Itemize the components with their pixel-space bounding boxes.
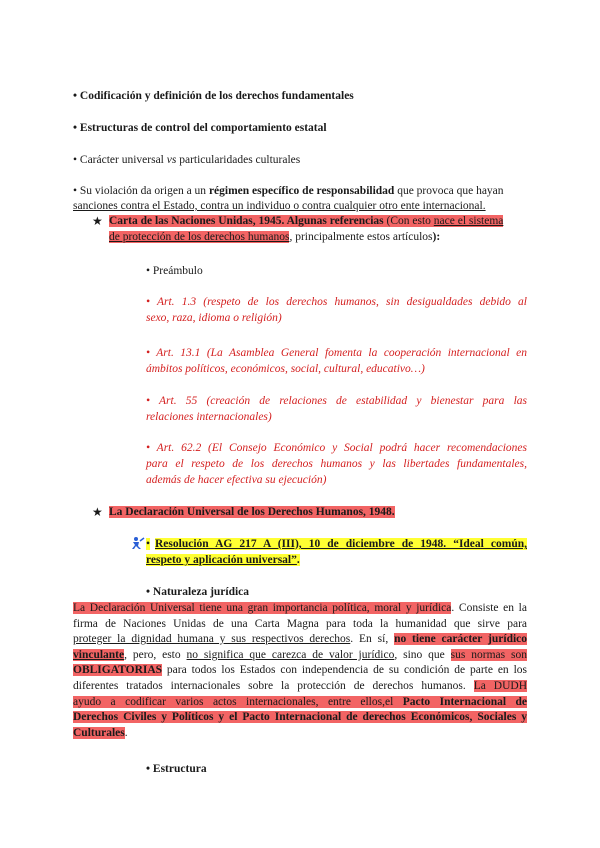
art-13-1-line-1: • Art. 13.1 (La Asamblea General fomenta la cooperación internacional en: [146, 347, 527, 359]
bullet-text-em: vs: [166, 154, 177, 166]
paragraph-segment: La DUDH: [473, 680, 527, 692]
paragraph-line: [73, 663, 527, 678]
paragraph-segment: sus normas son: [450, 648, 527, 661]
paragraph-line: [73, 601, 527, 616]
violation-bold: régimen específico de responsabilidad: [208, 185, 395, 197]
paragraph-segment: Pacto Internacional de: [402, 695, 527, 708]
star-icon: ★: [92, 214, 103, 228]
paragraph-segment: OBLIGATORIAS: [73, 664, 163, 677]
art-55-line-1: • Art. 55 (creación de relaciones de estabilidad y bienestar para las: [146, 395, 527, 407]
paragraph-segment: proteger la dignidad humana y sus respectivos derechos: [73, 633, 351, 646]
paragraph-segment: Culturales: [73, 726, 125, 739]
paragraph-segment: . Consiste en la: [451, 602, 527, 614]
bullet-mark: •: [146, 538, 151, 550]
art-1-3-line-1: • Art. 1.3 (respeto de los derechos humanos, sin desigualdades debido al: [146, 296, 527, 308]
carta-note-end: ):: [432, 231, 441, 243]
bullet-mark: •: [146, 763, 151, 775]
bullet-mark: •: [73, 90, 78, 102]
art-13-1-line-2: ámbitos políticos, económicos, social, cultural, educativo…): [146, 363, 425, 375]
violation-text: que provoca que hayan: [394, 185, 504, 197]
violation-text: • Su violación da origen a un: [73, 185, 209, 197]
paragraph-line: [73, 617, 527, 632]
paragraph-segment: no significa que carezca de valor jurídico: [186, 648, 395, 661]
paragraph-segment: Derechos Civiles y Políticos y el Pacto Internacional de derechos Económicos, Sociales y: [73, 711, 527, 724]
carta-note: (Con esto: [383, 215, 434, 227]
art-62-2-line-1: • Art. 62.2 (El Consejo Económico y Social podrá hacer recomendaciones: [146, 442, 527, 454]
star-icon: ★: [92, 505, 103, 519]
bullet-text: Carácter universal: [79, 154, 167, 166]
paragraph-segment: para todos los Estados con independencia de su condición de parte en los: [162, 664, 527, 677]
paragraph-line: [73, 632, 527, 647]
resolucion-text: respeto y aplicación universal”: [146, 554, 297, 566]
paragraph-segment: . En sí,: [350, 633, 395, 646]
carta-note-underlined: de protección de los derechos humanos: [109, 231, 290, 243]
paragraph-line: [73, 648, 527, 663]
paragraph-segment: , sino que: [394, 648, 451, 661]
bullet-text: Estructuras de control del comportamiento estatal: [79, 122, 327, 134]
declaracion-title: La Declaración Universal de los Derechos Humanos, 1948.: [109, 506, 395, 518]
paragraph-segment: no tiene carácter jurídico: [394, 633, 528, 646]
paragraph-segment: firma de Naciones Unidas de una Carta Magna para toda la humanidad que sirve para: [73, 617, 527, 630]
bullet-mark: •: [73, 154, 78, 166]
bullet-text: particularidades culturales: [176, 154, 301, 166]
resolucion-end: .: [296, 554, 300, 566]
bullet-mark: •: [146, 586, 151, 598]
bullet-text: Codificación y definición de los derechos fundamentales: [79, 90, 354, 102]
carta-note: , principalmente estos artículos: [289, 231, 433, 243]
resolucion-text-1: [155, 537, 527, 552]
art-1-3-line-2: sexo, raza, idioma o religión): [146, 312, 282, 324]
person-icon: [131, 536, 145, 550]
art-55-line-2: relaciones internacionales): [146, 411, 272, 423]
carta-note-underlined: nace el sistema: [433, 215, 504, 227]
art-62-2-line-2: para el respeto de los derechos humanos y las libertades fundamentales,: [146, 458, 527, 470]
resolucion-text: Resolución AG 217 A (III), 10 de diciembre de 1948. “Ideal común,: [155, 538, 527, 550]
bullet-caracter-universal: [73, 153, 300, 168]
bullet-codificacion: [73, 89, 354, 104]
paragraph-segment: , pero, esto: [124, 648, 187, 661]
paragraph-line: [73, 726, 128, 741]
preambulo-item: • Preámbulo: [146, 265, 203, 277]
paragraph-segment: diferentes tratados internacionales sobre la protección de derechos humanos.: [73, 680, 474, 692]
resolucion-line-1: [146, 537, 150, 552]
paragraph-line: [73, 710, 527, 725]
estructura-heading-text: Estructura: [152, 763, 207, 775]
carta-heading-line-1: [109, 214, 503, 229]
declaracion-heading: [109, 505, 395, 520]
paragraph-line: [73, 679, 527, 694]
carta-title: Carta de las Naciones Unidas, 1945. Algunas referencias: [109, 215, 384, 227]
paragraph-segment: La Declaración Universal tiene una gran importancia política, moral y jurídica: [73, 602, 452, 614]
paragraph-line: [73, 695, 527, 710]
violation-line-1: [73, 184, 504, 199]
naturaleza-heading-text: Naturaleza jurídica: [152, 586, 250, 598]
violation-line-2: sanciones contra el Estado, contra un individuo o contra cualquier otro ente internacional.: [73, 200, 486, 212]
art-62-2-line-3: además de hacer efectiva su ejecución): [146, 474, 327, 486]
estructura-heading: [146, 762, 207, 777]
carta-heading-line-2: [109, 230, 440, 245]
resolucion-line-2: [146, 553, 300, 568]
naturaleza-heading: [146, 585, 249, 600]
bullet-mark: •: [73, 122, 78, 134]
paragraph-segment: vinculante: [73, 648, 125, 661]
bullet-estructuras: [73, 121, 327, 136]
paragraph-segment: .: [124, 726, 128, 739]
paragraph-segment: ayudo a codificar varios actos internacionales, entre ellos,el: [73, 695, 403, 708]
